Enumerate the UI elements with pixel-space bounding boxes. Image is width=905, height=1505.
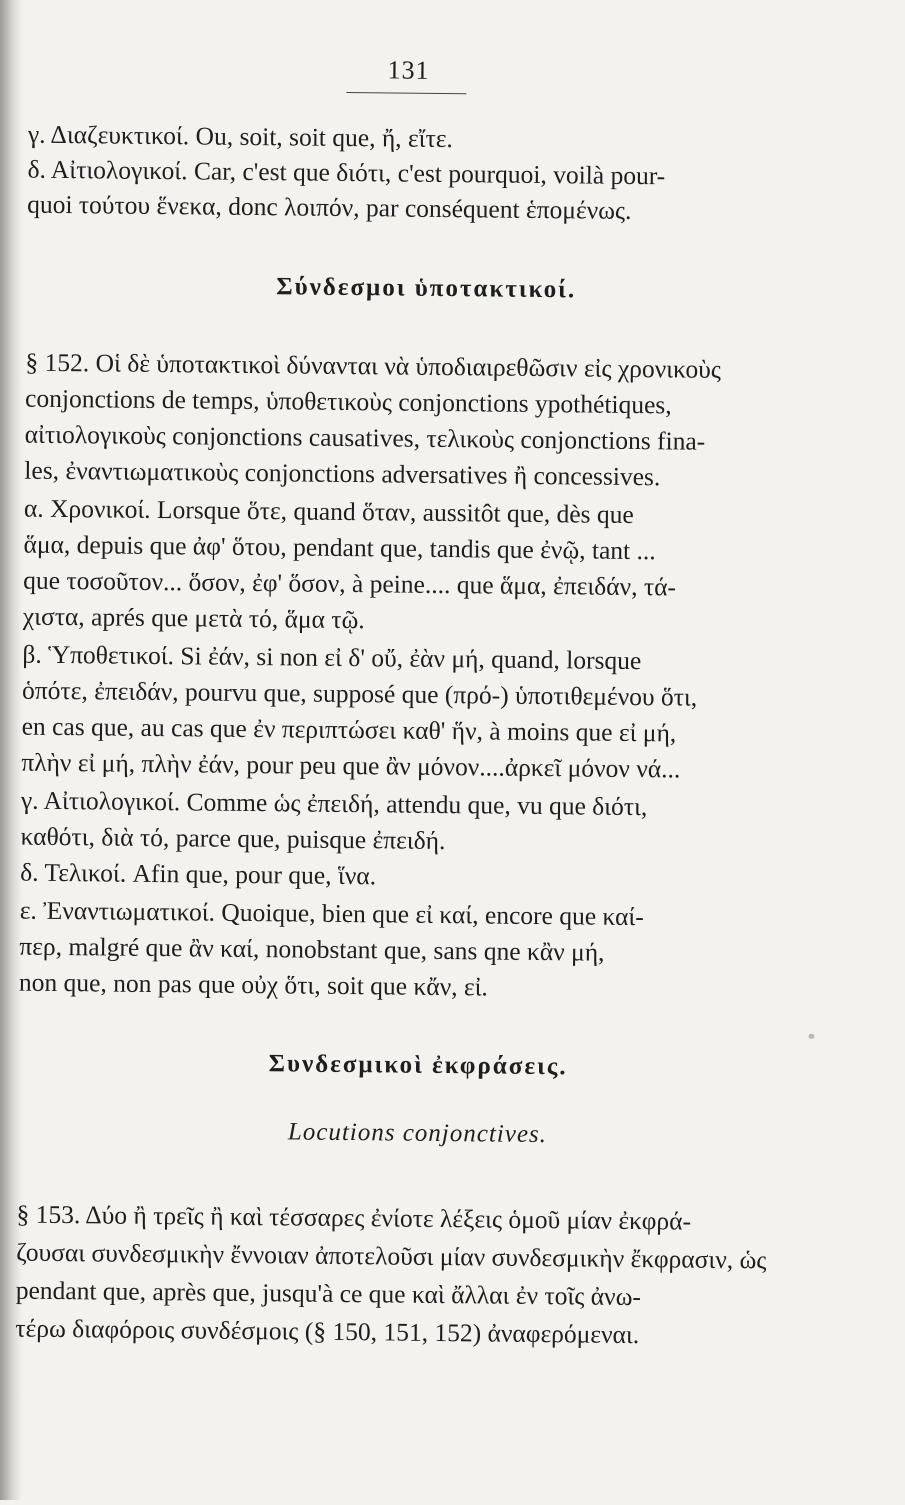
text-line: πλὴν εἰ μή, πλὴν ἐάν, pour peu que ἂν μόνον....ἀρκεῖ μόνον νά... [21,747,681,784]
text-line: § 153. Δύο ἢ τρεῖς ἢ καὶ τέσσαρες ἐνίοτε λέξεις ὁμοῦ μίαν ἐκφρά- [16,1199,692,1236]
text-line: ὁπότε, ἐπειδάν, pourvu que, supposé que (πρό-) ὑποτιθεμένου ὅτι, [21,675,698,712]
book-page [14,0,888,1505]
text-line: ε. Ἐναντιωματικοί. Quoique, bien que εἰ καί, encore que καί- [19,895,644,932]
text-line: pendant que, après que, jusqu'à ce que καὶ ἄλλαι ἐν τοῖς ἀνω- [15,1275,642,1312]
section-heading: Σύνδεσμοι ὑποτακτικοί. [276,273,577,304]
page-number: 131 [387,55,430,85]
text-line: α. Χρονικοί. Lorsque ὅτε, quand ὅταν, aussitôt que, dès que [23,493,634,529]
text-line: que τοσοῦτον... ὅσον, ἐφ' ὅσον, à peine.... que ἅμα, ἐπειδάν, τά- [23,565,677,602]
section-subheading: Locutions conjonctives. [287,1118,548,1149]
text-line: περ, malgré que ἂν καί, nonobstant que, sans qne κἂν μή, [19,931,605,967]
text-line: § 152. Οἱ δὲ ὑποτακτικοὶ δύνανται νὰ ὑποδιαιρεθῶσιν εἰς χρονικοὺς [25,347,722,384]
text-line: γ. Διαζευκτικοί. Ou, soit, soit que, ἤ, εἴτε. [27,119,454,154]
text-line: en cas que, au cas que ἐν περιπτώσει καθ' ἥν, à moins que εἰ μή, [21,711,677,748]
text-line: δ. Τελικοί. Afin que, pour que, ἵνα. [20,857,377,891]
text-line: τέρω διαφόροις συνδέσμοις (§ 150, 151, 152) ἀναφερόμεναι. [15,1313,640,1350]
text-line: les, ἐναντιωματικοὺς conjonctions adversatives ἢ concessives. [24,455,661,492]
text-line: χιστα, aprés que μετὰ τό, ἅμα τῷ. [22,601,365,635]
text-line: αἰτιολογικοὺς conjonctions causatives, τελικοὺς conjonctions fina- [24,419,706,456]
section-heading: Συνδεσμικοὶ ἐκφράσεις. [268,1050,568,1081]
text-line: ζουσαι συνδεσμικὴν ἔννοιαν ἀποτελοῦσι μίαν συνδεσμικὴν ἔκφρασιν, ὡς [16,1237,767,1275]
text-line: quoi τούτου ἕνεκα, donc λοιπόν, par conséquent ἑπομένως. [27,189,632,225]
text-line: non que, non pas que οὐχ ὅτι, soit que κἄν, εἰ. [18,967,489,1002]
text-line: β. Ὑποθετικοί. Si ἐάν, si non εἰ δ' οὔ, ἐὰν μή, quand, lorsque [22,639,642,676]
text-line: δ. Αἰτιολογικοί. Car, c'est que διότι, c'est pourquoi, voilà pour- [27,154,666,191]
text-line: ἅμα, depuis que ἀφ' ὅτου, pendant que, tandis que ἐνῷ, tant ... [23,529,656,566]
ink-speck [808,1034,814,1039]
page-number-rule [346,92,466,94]
text-line: γ. Αἰτιολογικοί. Comme ὡς ἐπειδή, attendu que, vu que διότι, [20,785,648,822]
text-line: conjonctions de temps, ὑποθετικοὺς conjonctions ypothétiques, [24,383,672,420]
text-line: καθότι, διὰ τό, parce que, puisque ἐπειδή. [20,821,446,856]
